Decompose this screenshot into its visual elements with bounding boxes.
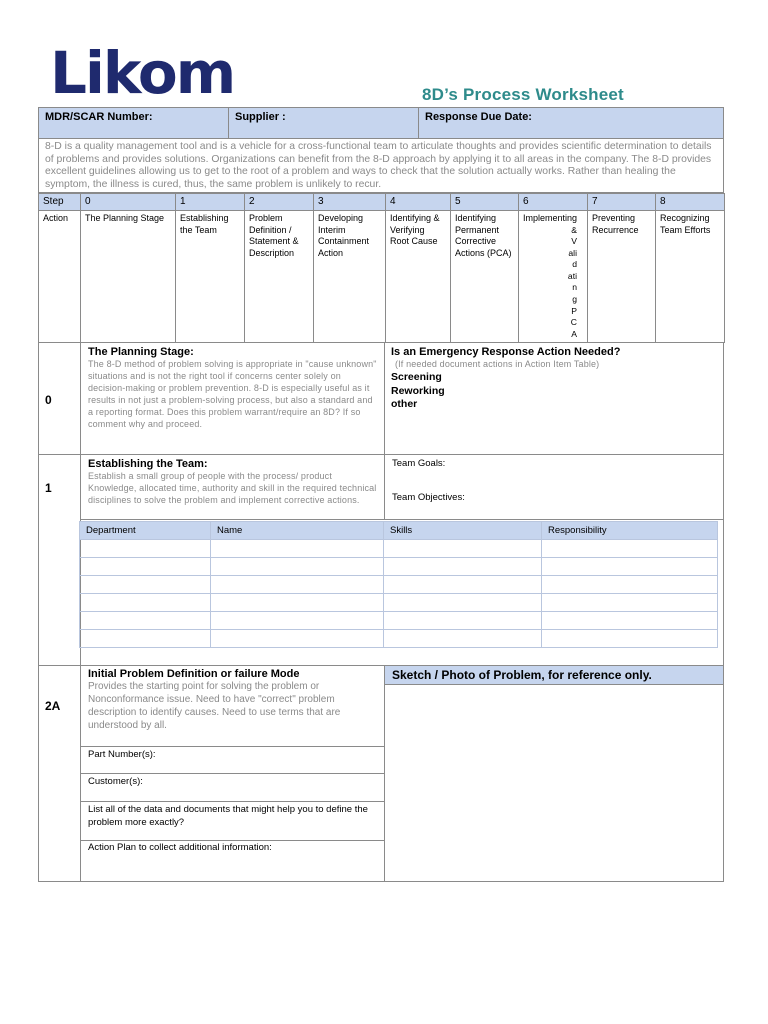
part-number-label: Part Number(s): bbox=[88, 749, 156, 760]
section-0-number-cell bbox=[38, 342, 81, 455]
action-cell: Establishing the Team bbox=[176, 211, 245, 343]
step-number: 0 bbox=[81, 194, 176, 211]
team-table-row bbox=[80, 558, 718, 576]
supplier-label: Supplier : bbox=[235, 111, 286, 123]
intro-paragraph: 8-D is a quality management tool and is a vehicle for a cross-functional team to articulate thoughts and provides scientific determination to details of problems and provides solutions. Organizations can benefit from the 8-D approach by applying it to all areas in the company. The 8-D provides excellent guidelines allowing us to get to the root of a problem and ways to check that the solution actually works. Rather than healing the symptom, the illness is cured, thus, the same problem is unlikely to recur. bbox=[38, 138, 724, 193]
action-cell: Problem Definition / Statement & Description bbox=[245, 211, 314, 343]
action-plan-label: Action Plan to collect additional information: bbox=[88, 842, 272, 853]
mdr-scar-number-field[interactable] bbox=[38, 107, 229, 139]
steps-action-row bbox=[39, 211, 725, 343]
section-1-number: 1 bbox=[45, 481, 52, 495]
step-number: 6 bbox=[519, 194, 588, 211]
step-number: 8 bbox=[656, 194, 725, 211]
action-cell-implementing bbox=[519, 211, 588, 343]
customer-label: Customer(s): bbox=[88, 776, 143, 787]
section-0-number: 0 bbox=[45, 393, 52, 407]
data-documents-field[interactable] bbox=[80, 801, 385, 841]
implementing-tail: & V ali d ati n g P C A bbox=[567, 224, 577, 339]
column-skills: Skills bbox=[384, 522, 542, 540]
team-table-header bbox=[80, 522, 718, 540]
planning-stage-cell bbox=[80, 342, 385, 455]
page-title: 8D’s Process Worksheet bbox=[422, 85, 624, 104]
part-number-field[interactable] bbox=[80, 746, 385, 774]
step-number: 4 bbox=[386, 194, 451, 211]
emergency-response-hint: (If needed document actions in Action Item Table) bbox=[395, 359, 600, 369]
step-number: 7 bbox=[588, 194, 656, 211]
action-cell: The Planning Stage bbox=[81, 211, 176, 343]
step-header: Step bbox=[39, 194, 81, 211]
problem-definition-title: Initial Problem Definition or failure Mode bbox=[88, 668, 300, 680]
team-table-row bbox=[80, 594, 718, 612]
establishing-team-description: Establish a small group of people with the process/ product Knowledge, allocated time, authority and skill in the required technical disciplines to solve the problem and implement corrective actions. bbox=[88, 471, 377, 505]
steps-table bbox=[38, 193, 725, 343]
problem-definition-description: Provides the starting point for solving the problem or Nonconformance issue. Need to have "correct" problem description to identify causes. Need to use terms that are understood by all. bbox=[88, 681, 341, 731]
step-number: 3 bbox=[314, 194, 386, 211]
implementing-label: Implementing bbox=[523, 213, 578, 223]
action-header: Action bbox=[39, 211, 81, 343]
establishing-team-cell bbox=[80, 454, 385, 520]
option-reworking[interactable]: Reworking bbox=[391, 384, 445, 397]
section-2a-number-cell bbox=[38, 665, 81, 882]
sketch-photo-area[interactable] bbox=[384, 684, 724, 882]
action-plan-field[interactable] bbox=[80, 840, 385, 882]
response-due-date-field[interactable] bbox=[418, 107, 724, 139]
step-number: 1 bbox=[176, 194, 245, 211]
column-name: Name bbox=[211, 522, 384, 540]
section-2a-number: 2A bbox=[45, 699, 61, 713]
establishing-team-title: Establishing the Team: bbox=[88, 458, 208, 470]
action-cell: Developing Interim Containment Action bbox=[314, 211, 386, 343]
team-table-row bbox=[80, 630, 718, 648]
team-members-table bbox=[79, 521, 718, 648]
column-responsibility: Responsibility bbox=[542, 522, 718, 540]
step-number: 2 bbox=[245, 194, 314, 211]
problem-definition-cell bbox=[80, 665, 385, 747]
steps-number-row bbox=[39, 194, 725, 211]
team-goals-label[interactable]: Team Goals: bbox=[392, 458, 446, 469]
sketch-photo-header bbox=[384, 665, 724, 685]
planning-stage-description: The 8-D method of problem solving is appropriate in "cause unknown" situations and is not the right tool if concerns center solely on decision-making or problem prevention. 8-D is especially useful as it results in not just a problem-solving process, but also a standard and a reporting format. Does this problem warrant/require an 8D? If so comment why and proceed. bbox=[88, 359, 377, 429]
emergency-response-cell bbox=[384, 342, 724, 455]
emergency-response-question: Is an Emergency Response Action Needed? bbox=[391, 346, 621, 358]
action-cell: Identifying & Verifying Root Cause bbox=[386, 211, 451, 343]
team-table-row bbox=[80, 540, 718, 558]
section-1-number-cell bbox=[38, 454, 81, 666]
action-cell: Preventing Recurrence bbox=[588, 211, 656, 343]
action-cell: Recognizing Team Efforts bbox=[656, 211, 725, 343]
customer-field[interactable] bbox=[80, 773, 385, 802]
supplier-field[interactable] bbox=[228, 107, 419, 139]
sketch-photo-title: Sketch / Photo of Problem, for reference only. bbox=[392, 668, 652, 682]
team-table-row bbox=[80, 612, 718, 630]
logo-text: Likom bbox=[50, 39, 235, 107]
step-number: 5 bbox=[451, 194, 519, 211]
response-due-date-label: Response Due Date: bbox=[425, 111, 532, 123]
data-documents-label: List all of the data and documents that might help you to define the problem more exactly? bbox=[88, 804, 368, 828]
option-screening[interactable]: Screening bbox=[391, 371, 442, 383]
company-logo bbox=[50, 39, 235, 107]
column-department: Department bbox=[80, 522, 211, 540]
team-objectives-label[interactable]: Team Objectives: bbox=[392, 492, 465, 503]
action-cell: Identifying Permanent Corrective Actions (PCA) bbox=[451, 211, 519, 343]
planning-stage-title: The Planning Stage: bbox=[88, 346, 194, 358]
mdr-scar-label: MDR/SCAR Number: bbox=[45, 111, 153, 123]
team-table-row bbox=[80, 576, 718, 594]
option-other[interactable]: other bbox=[391, 398, 418, 410]
team-goals-cell bbox=[384, 454, 724, 520]
